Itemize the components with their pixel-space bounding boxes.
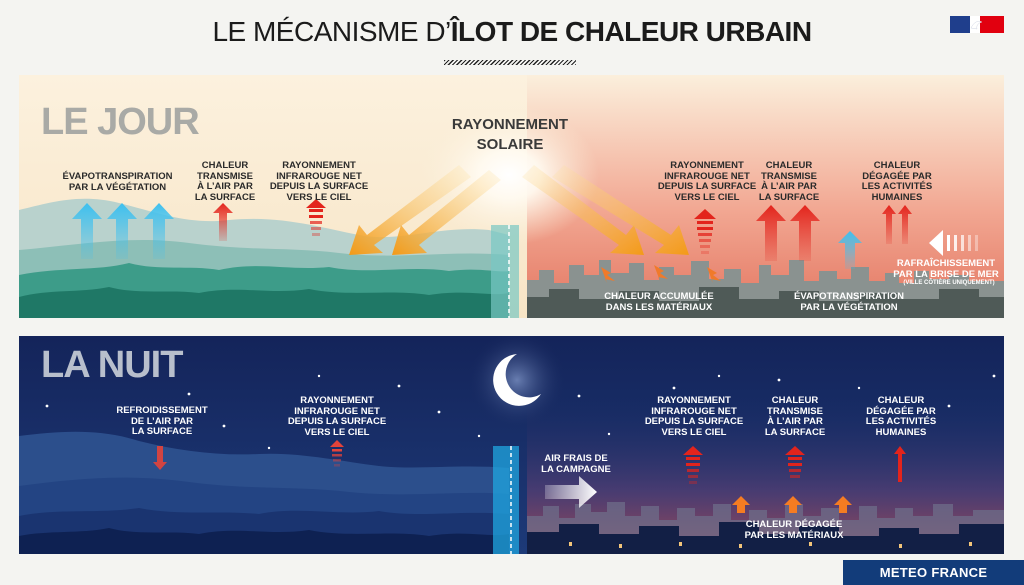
human-heat-night-label: CHALEUR DÉGAGÉE PAR LES ACTIVITÉS HUMAINES [865,395,937,438]
day-heading: LE JOUR [41,101,199,143]
night-heading: LA NUIT [41,344,183,386]
human-heat-label: CHALEUR DÉGAGÉE PAR LES ACTIVITÉS HUMAINES [861,160,933,203]
evapo-city-label: ÉVAPOTRANSPIRATION PAR LA VÉGÉTATION [794,291,904,313]
solar-radiation-label: RAYONNEMENT SOLAIRE [451,116,569,153]
heat-city-label: CHALEUR TRANSMISE À L’AIR PAR LA SURFACE [758,160,820,203]
title-underline [444,60,576,65]
meteo-france-logo: METEO FRANCE [843,560,1024,585]
title-regular: LE MÉCANISME D’ [212,16,451,47]
heat-city-night-label: CHALEUR TRANSMISE À L’AIR PAR LA SURFACE [764,395,826,438]
ir-city-label: RAYONNEMENT INFRAROUGE NET DEPUIS LA SURFACE VERS LE CIEL [657,160,757,203]
evapo-rural-label: ÉVAPOTRANSPIRATION PAR LA VÉGÉTATION [62,171,173,193]
released-heat-label: CHALEUR DÉGAGÉE PAR LES MATÉRIAUX [744,519,844,541]
stored-heat-label: CHALEUR ACCUMULÉE DANS LES MATÉRIAUX [604,291,714,313]
up-arrow-icon [72,203,174,259]
french-flag-icon [950,16,1004,33]
page-title [0,16,1024,48]
ir-city-night-label: RAYONNEMENT INFRAROUGE NET DEPUIS LA SURFACE VERS LE CIEL [644,395,744,438]
cooling-rural-label: REFROIDISSEMENT DE L’AIR PAR LA SURFACE [116,405,208,437]
heat-rural-label: CHALEUR TRANSMISE À L’AIR PAR LA SURFACE [194,160,256,203]
country-air-label: AIR FRAIS DE LA CAMPAGNE [541,453,611,475]
ir-rural-night-label: RAYONNEMENT INFRAROUGE NET DEPUIS LA SURFACE VERS LE CIEL [287,395,387,438]
sea-breeze-label: RAFRAÎCHISSEMENT PAR LA BRISE DE MER [893,258,999,280]
sea-breeze-note: (VILLE CÔTIÈRE UNIQUEMENT) [903,280,995,286]
day-panel [19,75,1004,318]
night-panel [19,336,1004,554]
ir-rural-label: RAYONNEMENT INFRAROUGE NET DEPUIS LA SURFACE VERS LE CIEL [269,160,369,203]
title-bold: ÎLOT DE CHALEUR URBAIN [450,16,812,47]
